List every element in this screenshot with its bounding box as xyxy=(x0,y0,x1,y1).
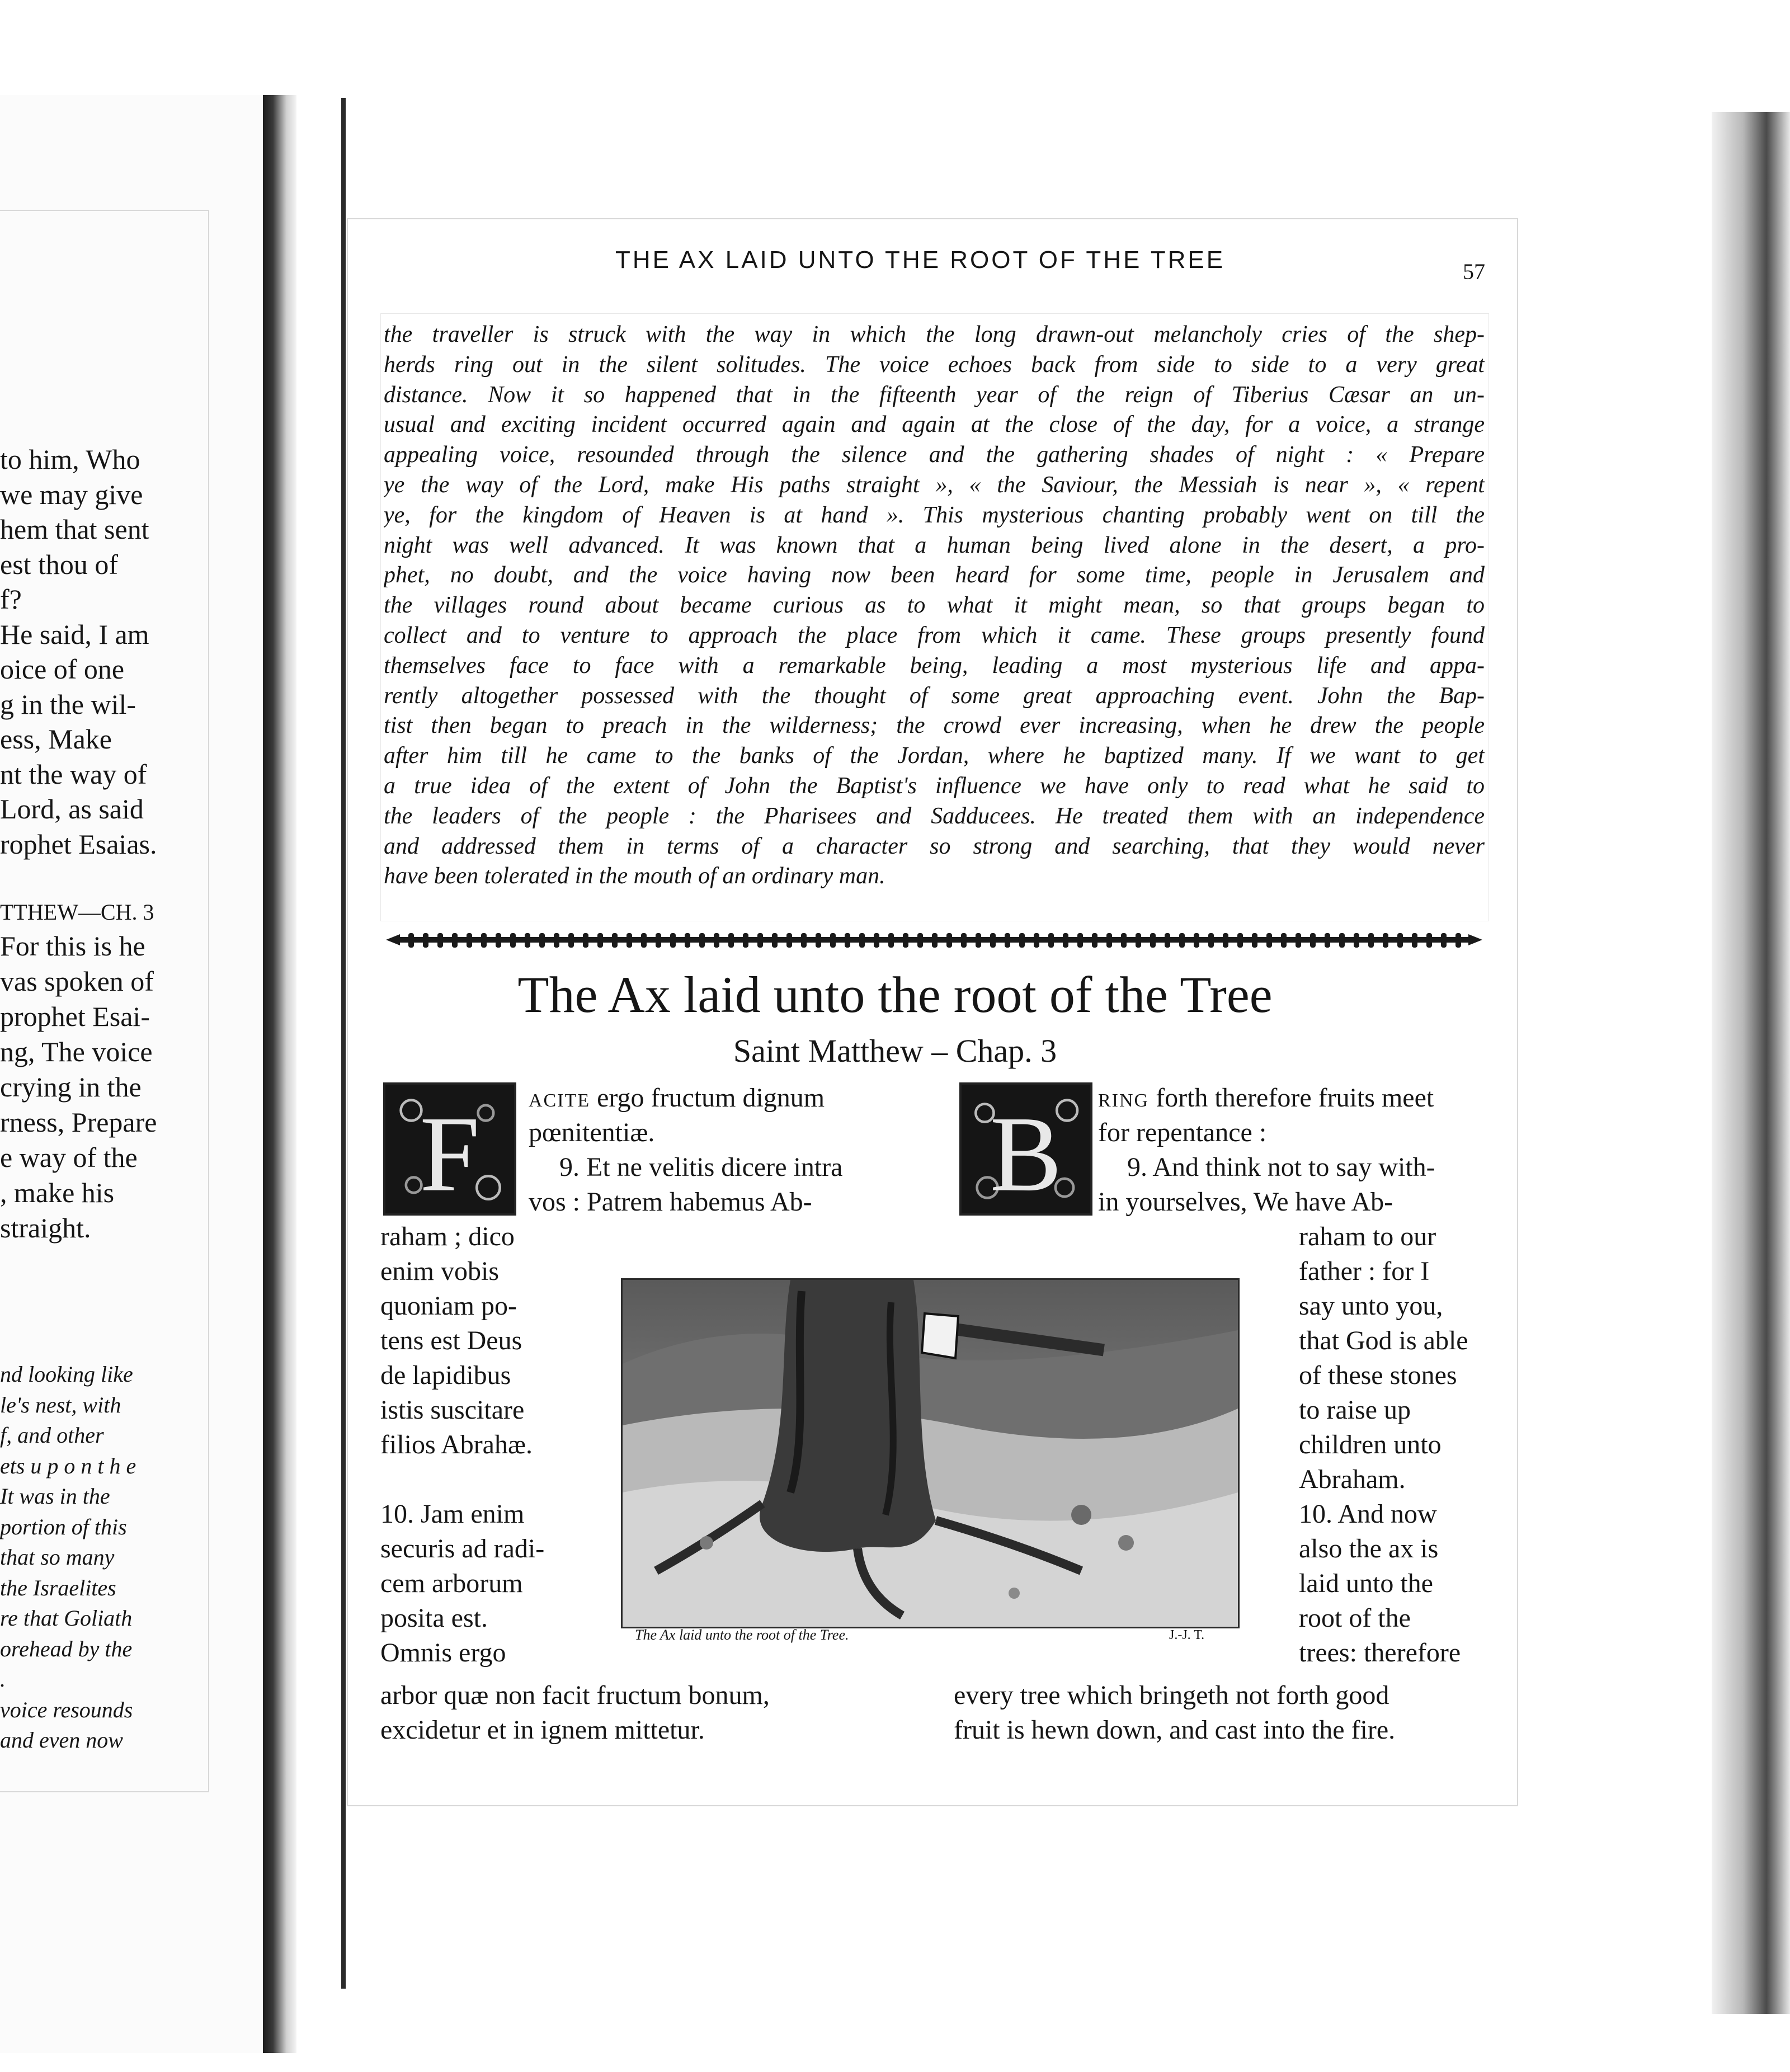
ornament-bead xyxy=(1368,933,1374,948)
text-line: of these stones xyxy=(1299,1360,1457,1390)
text-line: arbor quæ non facit fructum bonum, xyxy=(380,1680,770,1710)
fragment-line: portion of this xyxy=(0,1514,127,1539)
fragment-line: and even now xyxy=(0,1727,123,1753)
fragment-line: rness, Prepare xyxy=(0,1106,157,1138)
fragment-line: oice of one xyxy=(0,653,125,685)
fragment-line: the Israelites xyxy=(0,1575,116,1600)
ornament-bead xyxy=(743,933,748,948)
commentary-line: distance. Now it so happened that in the fifteenth year of the reign of Tiberius Cæsar an un- xyxy=(384,382,1485,408)
ornament-bead xyxy=(612,933,618,948)
fragment-line: He said, I am xyxy=(0,618,149,650)
commentary-line: rently altogether possessed with the thought of some great approaching event. John the Bap- xyxy=(384,682,1485,709)
text-line: for repentance : xyxy=(1098,1118,1267,1147)
commentary-line: the traveller is struck with the way in which the long drawn-out melancholy cries of the shep- xyxy=(384,322,1485,347)
ornament-bead xyxy=(1019,933,1025,948)
text-line: raham ; dico xyxy=(380,1222,515,1251)
ornament-band xyxy=(386,929,1482,951)
fragment-line: It was in the xyxy=(0,1484,110,1509)
ornament-bead xyxy=(452,933,458,948)
ornament-bead xyxy=(1077,933,1083,948)
ornament-bead xyxy=(1252,933,1257,948)
text-line: laid unto the xyxy=(1299,1569,1433,1598)
text-line: cem arborum xyxy=(380,1569,523,1598)
commentary-line: ye, for the kingdom of Heaven is at hand ». This mysterious chanting probably went on till the xyxy=(384,502,1485,528)
fragment-line: f? xyxy=(0,583,22,615)
latin-line-1-rest: ergo fructum dignum xyxy=(597,1083,825,1113)
fragment-line: ess, Make xyxy=(0,723,112,755)
text-line: filios Abrahæ. xyxy=(380,1430,533,1459)
text-line: also the ax is xyxy=(1299,1534,1439,1564)
fragment-line: est thou of xyxy=(0,548,119,580)
ornament-bead xyxy=(1339,933,1345,948)
ornament-bead xyxy=(1121,933,1127,948)
ornament-bead xyxy=(539,933,545,948)
svg-text:B: B xyxy=(990,1094,1062,1213)
text-line: istis suscitare xyxy=(380,1395,525,1425)
english-line-1 xyxy=(1098,1081,1434,1115)
ornament-bead xyxy=(1281,933,1287,948)
fragment-line: nd looking like xyxy=(0,1362,133,1387)
ornament-bead xyxy=(801,933,807,948)
ornament-bead xyxy=(670,933,676,948)
ornament-bead xyxy=(481,933,487,948)
text-line: posita est. xyxy=(380,1603,488,1633)
text-line: tens est Deus xyxy=(380,1326,522,1355)
text-line: 9. Et ne velitis dicere intra xyxy=(559,1152,843,1182)
text-line: 10. And now xyxy=(1299,1499,1437,1529)
commentary-line: a true idea of the extent of John the Baptist's influence we have only to read what he said to xyxy=(384,773,1485,799)
ornament-bead xyxy=(1208,933,1214,948)
fragment-line: Lord, as said xyxy=(0,793,144,825)
commentary-line: themselves face to face with a remarkable being, leading a most mysterious life and appa- xyxy=(384,652,1485,679)
fragment-line: straight. xyxy=(0,1212,91,1244)
ornament-bead xyxy=(976,933,981,948)
text-line: quoniam po- xyxy=(380,1291,517,1321)
ornament-bead xyxy=(685,933,690,948)
ornament-bead xyxy=(1165,933,1170,948)
text-line: in yourselves, We have Ab- xyxy=(1098,1187,1393,1217)
fragment-line: rophet Esaias. xyxy=(0,828,157,860)
fragment-line: ng, The voice xyxy=(0,1036,153,1067)
ornament-bead xyxy=(1310,933,1316,948)
ornament-bead xyxy=(656,933,661,948)
ornament-bead xyxy=(1150,933,1156,948)
ornament-bead xyxy=(525,933,530,948)
ornament-bead xyxy=(728,933,734,948)
running-title: THE AX LAID UNTO THE ROOT OF THE TREE xyxy=(615,246,1226,274)
ornament-bead xyxy=(597,933,603,948)
commentary-line: collect and to venture to approach the place from which it came. These groups presently found xyxy=(384,622,1485,648)
commentary-block xyxy=(384,320,1485,892)
fragment-line: hem that sent xyxy=(0,514,149,545)
text-line: Omnis ergo xyxy=(380,1638,506,1668)
ornament-bead xyxy=(510,933,516,948)
text-line: say unto you, xyxy=(1299,1291,1443,1321)
text-line: to raise up xyxy=(1299,1395,1411,1425)
decorated-initial-b xyxy=(959,1082,1092,1216)
ornament-bead xyxy=(1179,933,1185,948)
commentary-line: usual and exciting incident occurred again and again at the close of the day, for a voice, a strange xyxy=(384,412,1485,438)
ornament-bead xyxy=(990,933,996,948)
ornament-bead xyxy=(1063,933,1068,948)
ornament-bead xyxy=(917,933,923,948)
left-running-head: TTHEW—CH. 3 xyxy=(0,900,154,925)
text-line: excidetur et in ignem mittetur. xyxy=(380,1715,705,1745)
ornament-bead xyxy=(423,933,428,948)
text-line: raham to our xyxy=(1299,1222,1436,1251)
fragment-line: to him, Who xyxy=(0,444,140,475)
ornament-bead xyxy=(903,933,908,948)
ornament-bead xyxy=(641,933,647,948)
ornament-bead xyxy=(888,933,894,948)
ornament-bead xyxy=(845,933,850,948)
ornament-bead xyxy=(1136,933,1141,948)
fragment-line: . xyxy=(0,1666,6,1692)
ornament-bead xyxy=(1005,933,1010,948)
text-line: enim vobis xyxy=(380,1256,499,1286)
ornament-bead xyxy=(1034,933,1039,948)
page-number: 57 xyxy=(1463,259,1485,284)
book-gutter xyxy=(263,95,296,2053)
text-line: 9. And think not to say with- xyxy=(1127,1152,1435,1182)
ornament-bead xyxy=(554,933,559,948)
ornament-bead xyxy=(1266,933,1272,948)
ornament-bead xyxy=(830,933,836,948)
ornament-bead xyxy=(1106,933,1112,948)
chapter-title: The Ax laid unto the root of the Tree xyxy=(517,966,1273,1023)
ornament-bead xyxy=(1441,933,1447,948)
text-line: that God is able xyxy=(1299,1326,1468,1355)
text-line: father : for I xyxy=(1299,1256,1430,1286)
commentary-line: ye the way of the Lord, make His paths straight », « the Saviour, the Messiah is near », « repent xyxy=(384,472,1485,498)
text-line: children unto xyxy=(1299,1430,1442,1459)
ornamental-rule xyxy=(386,929,1482,951)
ornament-bead xyxy=(1296,933,1301,948)
left-page-text xyxy=(0,442,176,1784)
ornament-bead xyxy=(1426,933,1432,948)
commentary-line: phet, no doubt, and the voice having now been heard for some time, people in Jerusalem and xyxy=(384,562,1485,588)
text-line: de lapidibus xyxy=(380,1360,511,1390)
ornament-bead xyxy=(1048,933,1054,948)
ax-and-tree-stump-picture xyxy=(623,1280,1238,1627)
fragment-line: vas spoken of xyxy=(0,966,154,997)
fragment-line: we may give xyxy=(0,478,143,510)
ornament-bead xyxy=(626,933,632,948)
ornament-bead xyxy=(816,933,821,948)
fragment-line: crying in the xyxy=(0,1071,142,1103)
commentary-line: tist then began to preach in the wilderness; the crowd ever increasing, when he drew the people xyxy=(384,713,1485,739)
decorated-initial-f xyxy=(383,1082,516,1216)
ornament-bead xyxy=(1325,933,1330,948)
fragment-line: orehead by the xyxy=(0,1636,133,1661)
initial-f-glyph xyxy=(385,1085,514,1213)
fragment-line: nt the way of xyxy=(0,758,147,790)
fragment-line: e way of the xyxy=(0,1142,138,1173)
english-incipit: ring xyxy=(1098,1083,1150,1113)
fragment-line: prophet Esai- xyxy=(0,1001,150,1032)
illustration-credit: J.-J. T. xyxy=(1169,1628,1205,1642)
text-line: every tree which bringeth not forth good xyxy=(954,1680,1389,1710)
ornament-bead xyxy=(961,933,967,948)
text-line: 10. Jam enim xyxy=(380,1499,525,1529)
commentary-line: and addressed them in terms of a character so strong and searching, that they would never xyxy=(384,833,1485,859)
ornament-bead xyxy=(1383,933,1388,948)
ornament-bead xyxy=(1412,933,1417,948)
fragment-line: For this is he xyxy=(0,930,145,962)
ornament-bead xyxy=(467,933,472,948)
english-line-1-rest: forth therefore fruits meet xyxy=(1156,1083,1434,1113)
ornament-bead xyxy=(874,933,879,948)
svg-text:F: F xyxy=(420,1094,480,1213)
ornament-bead xyxy=(772,933,778,948)
ornament-bead xyxy=(1455,933,1461,948)
text-line: pœnitentiæ. xyxy=(529,1118,655,1147)
ornament-bead xyxy=(1194,933,1199,948)
text-line: vos : Patrem habemus Ab- xyxy=(529,1187,812,1217)
commentary-line: have been tolerated in the mouth of an ordinary man. xyxy=(384,863,885,889)
commentary-line: appealing voice, resounded through the silence and the gathering shades of night : « Prepare xyxy=(384,442,1485,468)
illustration-caption: The Ax laid unto the root of the Tree. xyxy=(635,1627,849,1643)
ornament-bead xyxy=(496,933,501,948)
fragment-line: , make his xyxy=(0,1177,115,1208)
ornament-bead xyxy=(699,933,705,948)
ornament-bead xyxy=(714,933,719,948)
fragment-line: f, and other xyxy=(0,1423,104,1448)
ornament-bead xyxy=(786,933,792,948)
text-line: root of the xyxy=(1299,1603,1411,1633)
fragment-line: voice resounds xyxy=(0,1697,133,1722)
latin-line-1 xyxy=(529,1081,825,1115)
fragment-line: re that Goliath xyxy=(0,1605,133,1631)
ornament-bead xyxy=(1223,933,1228,948)
ornament-bead xyxy=(437,933,443,948)
engraving-illustration xyxy=(621,1278,1240,1628)
fragment-line: g in the wil- xyxy=(0,688,136,720)
text-line: fruit is hewn down, and cast into the fire. xyxy=(954,1715,1396,1745)
ornament-bead xyxy=(859,933,865,948)
fragment-line: le's nest, with xyxy=(0,1392,121,1418)
commentary-line: the leaders of the people : the Pharisees and Sadducees. He treated them with an independence xyxy=(384,803,1485,829)
commentary-line: herds ring out in the silent solitudes. The voice echoes back from side to side to a very great xyxy=(384,351,1485,378)
ornament-bead xyxy=(1354,933,1359,948)
chapter-subtitle: Saint Matthew – Chap. 3 xyxy=(733,1033,1057,1069)
commentary-line: the villages round about became curious as to what it might mean, so that groups began to xyxy=(384,592,1485,619)
commentary-line: after him till he came to the banks of the Jordan, where he baptized many. If we want to get xyxy=(384,743,1485,769)
commentary-line: night was well advanced. It was known that a human being lived alone in the desert, a pro- xyxy=(384,532,1485,558)
text-line: Abraham. xyxy=(1299,1464,1406,1494)
ornament-bead xyxy=(583,933,588,948)
latin-incipit: acite xyxy=(529,1083,591,1113)
ornament-bead xyxy=(1237,933,1243,948)
ornament-bead xyxy=(946,933,952,948)
ornament-bead xyxy=(932,933,938,948)
fragment-line: ets u p o n t h e xyxy=(0,1453,136,1478)
ornament-bead xyxy=(1397,933,1403,948)
text-line: securis ad radi- xyxy=(380,1534,545,1564)
ornament-bead xyxy=(408,933,414,948)
ornament-bead xyxy=(1092,933,1097,948)
ornament-bead xyxy=(568,933,574,948)
initial-b-glyph xyxy=(962,1085,1090,1213)
ornament-bead xyxy=(757,933,763,948)
fragment-line: that so many xyxy=(0,1544,115,1570)
text-line: trees: therefore xyxy=(1299,1638,1461,1668)
